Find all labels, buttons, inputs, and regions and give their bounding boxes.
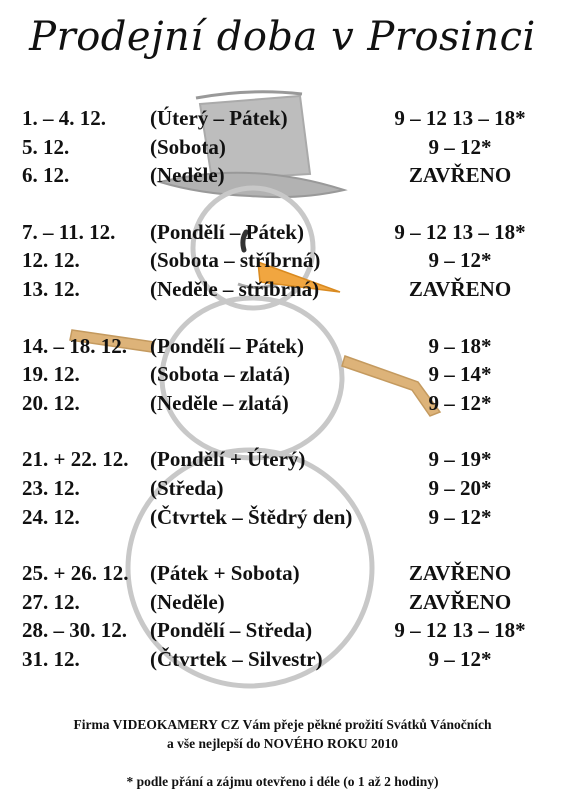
schedule-row (0, 645, 565, 674)
schedule-row (0, 218, 565, 247)
date-cell: 6. 12. (22, 163, 70, 188)
date-cell: 14. – 18. 12. (22, 333, 127, 358)
hours-cell: 9 – 14* (428, 362, 492, 387)
hours-cell: 9 – 12* (428, 646, 492, 671)
hours-cell: 9 – 12* (428, 504, 492, 529)
hours-cell: 9 – 12* (428, 390, 492, 415)
hours-cell: 9 – 19* (428, 447, 492, 472)
schedule-group (0, 332, 565, 418)
hours-cell: 9 – 12 13 – 18* (394, 219, 526, 244)
hours-cell: 9 – 12* (428, 248, 492, 273)
schedule-row (0, 503, 565, 532)
day-cell: (Pondělí + Úterý) (150, 447, 306, 472)
hours-cell: ZAVŘENO (408, 276, 512, 301)
day-cell: (Čtvrtek – Štědrý den) (150, 504, 353, 529)
schedule-row (0, 616, 565, 645)
schedule-row (0, 588, 565, 617)
day-cell: (Úterý – Pátek) (150, 106, 288, 130)
date-cell: 21. + 22. 12. (22, 447, 129, 472)
day-cell: (Sobota) (150, 134, 226, 159)
date-cell: 5. 12. (22, 134, 70, 159)
date-cell: 25. + 26. 12. (22, 561, 129, 586)
schedule-row (0, 104, 565, 133)
footer-greeting-line1: Firma VIDEOKAMERY CZ Vám přeje pěkné prožití Svátků Vánočních (73, 717, 492, 732)
schedule-row (0, 275, 565, 304)
page-title: Prodejní doba v Prosinci (29, 14, 536, 60)
day-cell: (Pondělí – Středa) (150, 618, 313, 643)
date-cell: 20. 12. (22, 390, 80, 415)
schedule-row (0, 133, 565, 162)
day-cell: (Pátek + Sobota) (150, 561, 300, 586)
hours-cell: 9 – 20* (428, 475, 492, 500)
schedule-row (0, 474, 565, 503)
day-cell: (Neděle) (150, 163, 225, 188)
schedule-row (0, 246, 565, 275)
schedule-row (0, 360, 565, 389)
date-cell: 19. 12. (22, 362, 80, 387)
schedule-row (0, 559, 565, 588)
footer-greeting-line2: a vše nejlepší do NOVÉHO ROKU 2010 (166, 736, 398, 751)
hours-cell: ZAVŘENO (408, 561, 512, 586)
schedule-row (0, 389, 565, 418)
day-cell: (Neděle) (150, 589, 225, 614)
day-cell: (Neděle – zlatá) (150, 390, 289, 415)
schedule-row (0, 445, 565, 474)
day-cell: (Neděle – stříbrná) (150, 276, 320, 301)
hours-cell: 9 – 12 13 – 18* (394, 618, 526, 643)
date-cell: 27. 12. (22, 589, 80, 614)
date-cell: 13. 12. (22, 276, 80, 301)
hours-cell: 9 – 12 13 – 18* (394, 106, 526, 130)
footer-note: * podle přání a zájmu otevřeno i déle (o 1 až 2 hodiny) (126, 774, 439, 789)
schedule-group (0, 218, 565, 304)
date-cell: 12. 12. (22, 248, 80, 273)
day-cell: (Pondělí – Pátek) (150, 333, 304, 358)
hours-cell: ZAVŘENO (408, 589, 512, 614)
schedule-group (0, 104, 565, 190)
day-cell: (Sobota – stříbrná) (150, 248, 321, 273)
schedule-table (0, 104, 565, 702)
schedule-group (0, 445, 565, 531)
day-cell: (Čtvrtek – Silvestr) (150, 646, 323, 671)
day-cell: (Pondělí – Pátek) (150, 219, 304, 244)
hours-cell: 9 – 18* (428, 333, 492, 358)
schedule-row (0, 161, 565, 190)
date-cell: 28. – 30. 12. (22, 618, 127, 643)
date-cell: 1. – 4. 12. (22, 106, 106, 130)
date-cell: 7. – 11. 12. (22, 219, 116, 244)
day-cell: (Sobota – zlatá) (150, 362, 290, 387)
schedule-group (0, 559, 565, 673)
hours-cell: ZAVŘENO (408, 163, 512, 188)
date-cell: 31. 12. (22, 646, 80, 671)
day-cell: (Středa) (150, 475, 224, 500)
schedule-row (0, 332, 565, 361)
hours-cell: 9 – 12* (428, 134, 492, 159)
date-cell: 24. 12. (22, 504, 80, 529)
date-cell: 23. 12. (22, 475, 80, 500)
